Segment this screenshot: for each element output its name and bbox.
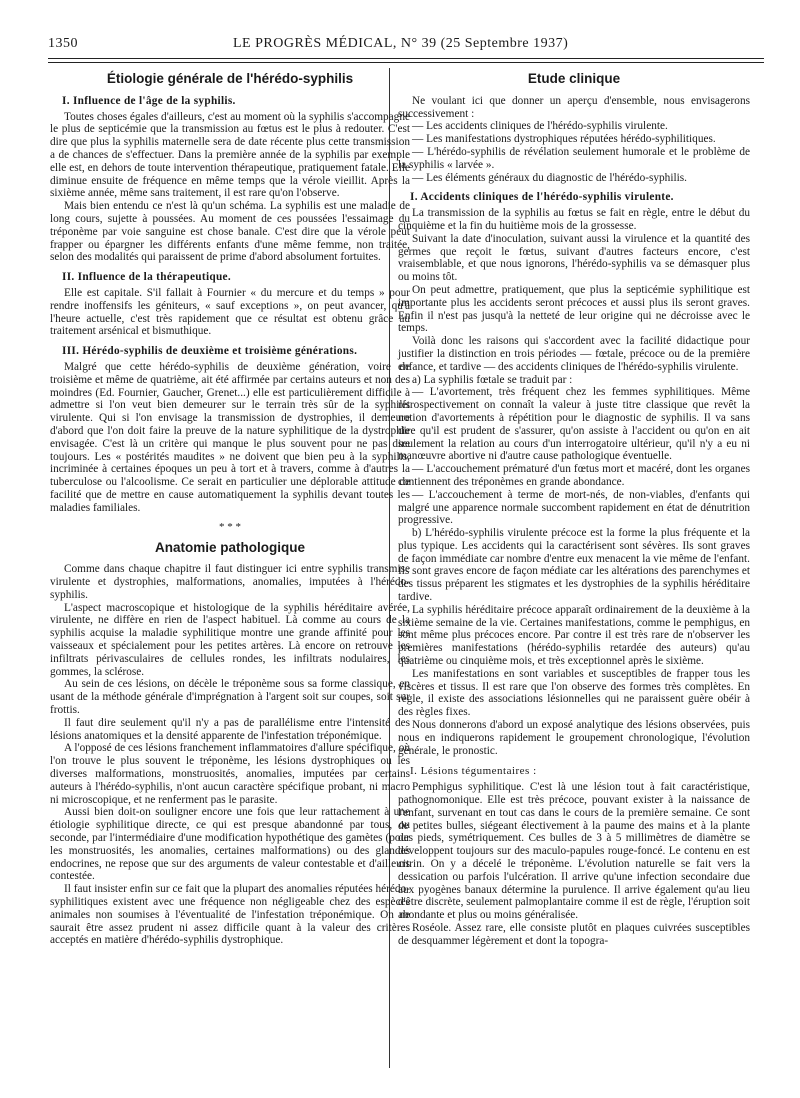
paragraph: — L'avortement, très fréquent chez les femmes syphilitiques. Même rétrospectivement on connaît la valeur à juste titre classique que revêt la notion d'avortements à répétition pour le diagnostic de syphilis. Il va sans dire qu'il est prudent de s'assurer, qu'on assiste à l'accident ou qu'on en ait seulement la relation au cours d'un interrogatoire ultérieur, qu'il n'y a eu ni manœuvre abortive ni d'autre cause pathologique éventuelle. (398, 386, 750, 463)
paragraph: Suivant la date d'inoculation, suivant aussi la virulence et la quantité des germes que reçoit le fœtus, suivant d'autres facteurs encore, c'est vraisemblable, et que nous ignorons, l'hérédo-syphilis va se démasquer plus ou moins tôt. (398, 232, 750, 284)
left-column (50, 70, 410, 947)
subsection-heading: I. Influence de l'âge de la syphilis. (62, 94, 236, 107)
subsection-heading: II. Influence de la thérapeutique. (62, 271, 231, 284)
running-header (48, 36, 764, 56)
paragraph: Au sein de ces lésions, on décèle le tréponème sous sa forme classique, en usant de la méthode générale d'imprégnation à l'argent soit sur coupes, soit sur frottis. (50, 678, 410, 717)
running-title: LE PROGRÈS MÉDICAL, N° 39 (25 Septembre 1937) (233, 36, 569, 51)
header-rule-bottom (48, 62, 764, 63)
list-item: — Les éléments généraux du diagnostic de l'hérédo-syphilis. (412, 171, 687, 184)
paragraph: Il faut insister enfin sur ce fait que la plupart des anomalies réputées hérédo-syphilitiques existent avec une fréquence non négligeable chez des espèces animales non soumises à l'éventualité de l'infestation tréponémique. On ne saurait être assez prudent ni assez difficile quant à la valeur des critères acceptés en matière d'hérédo-syphilis dystrophique. (50, 883, 410, 947)
section-title-etude-clinique: Etude clinique (527, 71, 621, 86)
page-number: 1350 (48, 36, 78, 51)
header-rule-top (48, 58, 764, 59)
paragraph: Il faut dire seulement qu'il n'y a pas de parallélisme entre l'intensité des lésions anatomiques et la densité apparente de l'infestation tréponémique. (50, 716, 410, 742)
paragraph: La transmission de la syphilis au fœtus se fait en règle, entre le début du cinquième et la fin du huitième mois de la grossesse. (398, 207, 750, 232)
paragraph: Elle est capitale. S'il fallait à Fournier « du mercure et du temps » pour rendre inoffensifs les géniteurs, « sauf exceptions », on peut avancer, qu'à l'heure actuelle, c'est très rapidement que ce résultat est obtenu grâce au traitement arsénical et bismuthique. (50, 286, 410, 338)
section-separator-asterisks: * * * (219, 520, 241, 533)
paragraph: b) L'hérédo-syphilis virulente précoce est la forme la plus fréquente et la plus typique. Les accidents qui la caractérisent sont sévères. Ils sont graves de façon immédiate car nombre d'entre eux menacent la vie même de l'enfant. Ils sont graves encore de façon médiate car les altérations des parenchymes et des tissus préparent les stigmates et les dystrophies de la syphilis héréditaire tardive. (398, 527, 750, 604)
paragraph: Voilà donc les raisons qui s'accordent avec la facilité didactique pour justifier la distinction en trois périodes — fœtale, précoce ou de la première enfance, et tardive — des accidents cliniques de l'hérédo-syphilis virulente. (398, 335, 750, 373)
paragraph: Roséole. Assez rare, elle consiste plutôt en plaques cuivrées susceptibles de desquammer légèrement et dont la topogra- (398, 922, 750, 947)
paragraph: Mais bien entendu ce n'est là qu'un schéma. La syphilis est une maladie de long cours, sujette à poussées. Au moment de ces poussées l'essaimage du tréponème par voie sanguine est chose banale. C'est dire que la vérole peut frapper ou épargner les différents enfants d'une même femme, non traitée, selon des modalités qui paraissent de prime d'abord absolument fortuites. (50, 200, 410, 264)
section-title-etiologie: Étiologie générale de l'hérédo-syphilis (106, 71, 354, 86)
list-item: — Les manifestations dystrophiques réputées hérédo-syphilitiques. (412, 133, 716, 146)
paragraph: Ne voulant ici que donner un aperçu d'ensemble, nous envisagerons successivement : (398, 94, 750, 120)
paragraph: Toutes choses égales d'ailleurs, c'est au moment où la syphilis s'accompagne le plus de septicémie que la transmission au fœtus est le plus à redouter. C'est dire que plus la syphilis maternelle sera de date récente plus cette transmission a de chances de s'effectuer. Dans la première année de la syphilis par exemple elle est, en dehors de toute intervention thérapeutique, pratiquement fatale. Elle diminue ensuite de fréquence en même temps que la vérole vieillit. Après la sixième année, même sans traitement, il est rare qu'on l'observe. (50, 110, 410, 200)
paragraph: La syphilis héréditaire précoce apparaît ordinairement de la deuxième à la sixième semaine de la vie. Certaines manifestations, comme le pemphigus, en sont même plus précoces encore. Par contre il est très rare de n'observer les premières manifestations (hérédo-syphilis retardée des auteurs) qu'au quatrième ou cinquième mois, et très exceptionnel après le sixième. (398, 603, 750, 668)
paragraph: Pemphigus syphilitique. C'est là une lésion tout à fait caractéristique, pathognomonique. Elle est très précoce, pouvant exister à la naissance de l'enfant, survenant en tout cas dans le cours de la première semaine. Ce sont de petites bulles, siégeant électivement à la paume des mains et à la plante des pieds, symétriquement. Ces bulles de 3 à 5 millimètres de diamètre se développent toujours sur des maculo-papules rouge-foncé. Le contenu en est citrin. On y a décelé le tréponème. L'évolution naturelle se fait vers la dessication ou parfois l'ulcération. Il arrive qu'une infection secondaire due aux pyogènes banaux détermine la purulence. Il arrive également qu'au lieu d'être discrète, seulement palmoplantaire comme il est de règle, l'éruption soit abondante et plus ou moins généralisée. (398, 781, 750, 922)
right-column (398, 70, 750, 948)
list-item: — Les accidents cliniques de l'hérédo-syphilis virulente. (412, 120, 668, 133)
subsection-heading: I. Accidents cliniques de l'hérédo-syphilis virulente. (410, 191, 674, 204)
subsection-heading: III. Hérédo-syphilis de deuxième et troisième générations. (62, 345, 358, 358)
list-item: — L'hérédo-syphilis de révélation seulement humorale et le problème de la syphilis « larvée ». (398, 145, 750, 171)
subsection-heading: I. Lésions tégumentaires : (410, 765, 537, 778)
paragraph: Les manifestations en sont variables et susceptibles de frapper tous les viscères et tissus. Il est rare que l'on observe des formes très complètes. En règle, il existe des associations lésionnelles qui ne paraissent guère obéir à des règles fixes. (398, 667, 750, 719)
paragraph: — L'accouchement à terme de mort-nés, de non-viables, d'enfants qui malgré une apparence normale succombent rapidement en état de dénutrition progressive. (398, 488, 750, 527)
section-title-anatomie: Anatomie pathologique (155, 539, 305, 555)
paragraph: a) La syphilis fœtale se traduit par : (412, 373, 573, 386)
paragraph: — L'accouchement prématuré d'un fœtus mort et macéré, dont les organes contiennent des tréponèmes en grande abondance. (398, 463, 750, 488)
paragraph: A l'opposé de ces lésions franchement inflammatoires d'allure spécifique, où l'on trouve le plus souvent le tréponème, les lésions dystrophiques ou les diverses malformations, monstruosités, anomalies, imputées par certains auteurs à l'hérédo-syphilis, n'ont aucun caractère spécifique probant, ni macro ni microscopique, et ne renferment pas le parasite. (50, 742, 410, 806)
paragraph: Malgré que cette hérédo-syphilis de deuxième génération, voire de troisième et même de quatrième, ait été affirmée par certains auteurs et non des moindres (Ed. Fournier, Gaucher, Grenet...) elle est particulièrement difficile à admettre si l'on veut bien demeurer sur le terrain très sûr de la syphilis virulente. Qui si l'on envisage la transmission de dystrophies, il demeure d'abord que l'on doit faire la preuve de la nature syphilitique de la dystrophie envisagée. C'est là un critère qui manque le plus souvent pour ne pas dire toujours. Les « postérités maudites » ne doivent que bien peu à la syphilis, incriminée à certaines époques un peu à tort et à travers, comme à d'autres la tuberculose ou l'alcoolisme. Ce serait en particulier une déplorable attitude de facilité que de mettre en cause automatiquement la syphilis devant toutes les maladies familiales. (50, 360, 410, 514)
paragraph: On peut admettre, pratiquement, que plus la septicémie syphilitique est importante plus les accidents seront précoces et aussi plus ils seront graves. Enfin il n'est pas jusqu'à la netteté de leur origine qui ne décroisse avec le temps. (398, 283, 750, 335)
paragraph: L'aspect macroscopique et histologique de la syphilis héréditaire avérée, virulente, ne diffère en rien de l'aspect habituel. Là comme au cours de la syphilis acquise la maladie syphilitique montre une grande affinité pour les vaisseaux et spécialement pour les petites artères. Là encore on retrouve les infiltrats périvasculaires de cellules rondes, les infiltrats nodulaires, les gommes, la sclérose. (50, 601, 410, 678)
paragraph: Aussi bien doit-on souligner encore une fois que leur rattachement à une étiologie syphilitique directe, ce qui est presque abandonné par tous, ou seconde, par l'intermédiaire d'une modification hypothétique des gamètes (pour les monstruosités, les anomalies, certaines malformations) ou des glandes endocrines, ne repose que sur des arguments de valeur contestable et d'ailleurs contestée. (50, 806, 410, 883)
paragraph: Comme dans chaque chapitre il faut distinguer ici entre syphilis transmise virulente et dystrophies, malformations, anomalies, imputées à l'hérédo-syphilis. (50, 563, 410, 601)
paragraph: Nous donnerons d'abord un exposé analytique des lésions observées, puis nous en indiquerons rapidement le groupement chronologique, l'évolution générale, le pronostic. (398, 719, 750, 757)
